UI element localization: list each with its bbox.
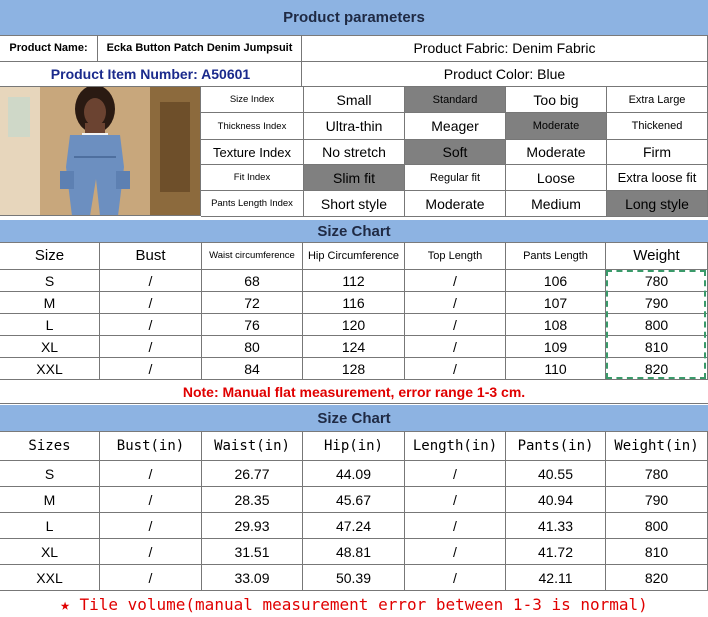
param-option: Thickened	[607, 113, 708, 140]
cm-cell: 110	[506, 358, 606, 380]
in-header-cell: Weight(in)	[606, 431, 708, 461]
in-cell: 44.09	[303, 461, 405, 487]
param-option: Extra Large	[607, 87, 708, 113]
in-cell: 42.11	[506, 565, 606, 591]
cm-cell: 124	[303, 336, 405, 358]
cm-cell: 68	[202, 270, 303, 292]
param-label: Size Index	[201, 87, 304, 113]
in-cell: 820	[606, 565, 708, 591]
in-header-cell: Hip(in)	[303, 431, 405, 461]
cm-cell: 120	[303, 314, 405, 336]
cm-header-cell: Size	[0, 242, 100, 270]
cm-cell: /	[100, 358, 202, 380]
param-option: Standard	[405, 87, 506, 113]
in-cell: 40.94	[506, 487, 606, 513]
param-option: Firm	[607, 140, 708, 165]
product-fabric: Product Fabric: Denim Fabric	[302, 35, 708, 62]
param-option: Long style	[607, 191, 708, 217]
in-cell: 28.35	[202, 487, 303, 513]
in-header-cell: Sizes	[0, 431, 100, 461]
cm-cell: 106	[506, 270, 606, 292]
cm-cell: XL	[0, 336, 100, 358]
in-cell: 790	[606, 487, 708, 513]
cm-header-cell: Bust	[100, 242, 202, 270]
cm-cell: /	[100, 270, 202, 292]
param-option: Medium	[506, 191, 607, 217]
cm-cell: M	[0, 292, 100, 314]
in-cell: 810	[606, 539, 708, 565]
in-cell: /	[405, 539, 506, 565]
in-cell: XXL	[0, 565, 100, 591]
product-item-number: Product Item Number: A50601	[0, 62, 302, 87]
product-photo-illustration	[0, 87, 201, 216]
in-cell: /	[100, 565, 202, 591]
size-chart-title: Size Chart	[0, 220, 708, 243]
product-color: Product Color: Blue	[302, 62, 708, 87]
product-photo	[0, 87, 201, 216]
in-cell: /	[100, 513, 202, 539]
in-cell: /	[405, 487, 506, 513]
cm-cell: /	[100, 336, 202, 358]
cm-cell: 76	[202, 314, 303, 336]
cm-header-cell: Pants Length	[506, 242, 606, 270]
in-cell: XL	[0, 539, 100, 565]
in-cell: /	[405, 513, 506, 539]
cm-cell: /	[405, 270, 506, 292]
in-cell: 41.72	[506, 539, 606, 565]
cm-cell: 80	[202, 336, 303, 358]
cm-cell: 107	[506, 292, 606, 314]
cm-cell: S	[0, 270, 100, 292]
in-header-cell: Waist(in)	[202, 431, 303, 461]
param-option: Soft	[405, 140, 506, 165]
cm-cell: 84	[202, 358, 303, 380]
in-cell: /	[405, 461, 506, 487]
param-label: Pants Length Index	[201, 191, 304, 217]
param-option: Moderate	[506, 140, 607, 165]
cm-cell: 128	[303, 358, 405, 380]
cm-cell: /	[405, 336, 506, 358]
in-cell: 40.55	[506, 461, 606, 487]
param-option: No stretch	[304, 140, 405, 165]
cm-cell: 72	[202, 292, 303, 314]
tile-volume-note: ★ Tile volume(manual measurement error between 1-3 is normal)	[60, 594, 648, 614]
in-header-cell: Length(in)	[405, 431, 506, 461]
cm-header-cell: Weight	[606, 242, 708, 270]
in-cell: 45.67	[303, 487, 405, 513]
cm-cell: 108	[506, 314, 606, 336]
param-option: Slim fit	[304, 165, 405, 191]
in-cell: 29.93	[202, 513, 303, 539]
param-label: Thickness Index	[201, 113, 304, 140]
cm-cell: 116	[303, 292, 405, 314]
cm-cell: 790	[606, 292, 708, 314]
cm-cell: XXL	[0, 358, 100, 380]
in-cell: M	[0, 487, 100, 513]
product-name-label: Product Name:	[0, 35, 98, 62]
in-cell: /	[405, 565, 506, 591]
cm-header-cell: Waist circumference	[202, 242, 303, 270]
cm-cell: 800	[606, 314, 708, 336]
cm-cell: /	[405, 292, 506, 314]
size-chart-inches-title: Size Chart	[0, 405, 708, 432]
in-cell: /	[100, 539, 202, 565]
param-option: Small	[304, 87, 405, 113]
measurement-note: Note: Manual flat measurement, error range 1-3 cm.	[0, 380, 708, 404]
param-option: Regular fit	[405, 165, 506, 191]
cm-header-cell: Top Length	[405, 242, 506, 270]
cm-cell: /	[100, 292, 202, 314]
in-cell: 47.24	[303, 513, 405, 539]
param-option: Meager	[405, 113, 506, 140]
param-label: Fit Index	[201, 165, 304, 191]
param-option: Ultra-thin	[304, 113, 405, 140]
param-option: Loose	[506, 165, 607, 191]
product-name-value: Ecka Button Patch Denim Jumpsuit	[98, 35, 302, 62]
param-option: Extra loose fit	[607, 165, 708, 191]
param-option: Moderate	[506, 113, 607, 140]
in-header-cell: Pants(in)	[506, 431, 606, 461]
in-cell: 48.81	[303, 539, 405, 565]
cm-cell: /	[100, 314, 202, 336]
param-option: Moderate	[405, 191, 506, 217]
in-cell: 26.77	[202, 461, 303, 487]
in-cell: /	[100, 487, 202, 513]
in-cell: 33.09	[202, 565, 303, 591]
cm-header-cell: Hip Circumference	[303, 242, 405, 270]
in-cell: 780	[606, 461, 708, 487]
cm-cell: 780	[606, 270, 708, 292]
cm-cell: 109	[506, 336, 606, 358]
cm-cell: 820	[606, 358, 708, 380]
cm-cell: 810	[606, 336, 708, 358]
param-option: Short style	[304, 191, 405, 217]
param-option: Too big	[506, 87, 607, 113]
cm-cell: 112	[303, 270, 405, 292]
in-cell: 41.33	[506, 513, 606, 539]
in-cell: 50.39	[303, 565, 405, 591]
cm-cell: L	[0, 314, 100, 336]
product-parameters-title: Product parameters	[0, 0, 708, 36]
in-cell: 31.51	[202, 539, 303, 565]
cm-cell: /	[405, 314, 506, 336]
cm-cell: /	[405, 358, 506, 380]
in-header-cell: Bust(in)	[100, 431, 202, 461]
param-label: Texture Index	[201, 140, 304, 165]
in-cell: L	[0, 513, 100, 539]
in-cell: 800	[606, 513, 708, 539]
in-cell: S	[0, 461, 100, 487]
in-cell: /	[100, 461, 202, 487]
